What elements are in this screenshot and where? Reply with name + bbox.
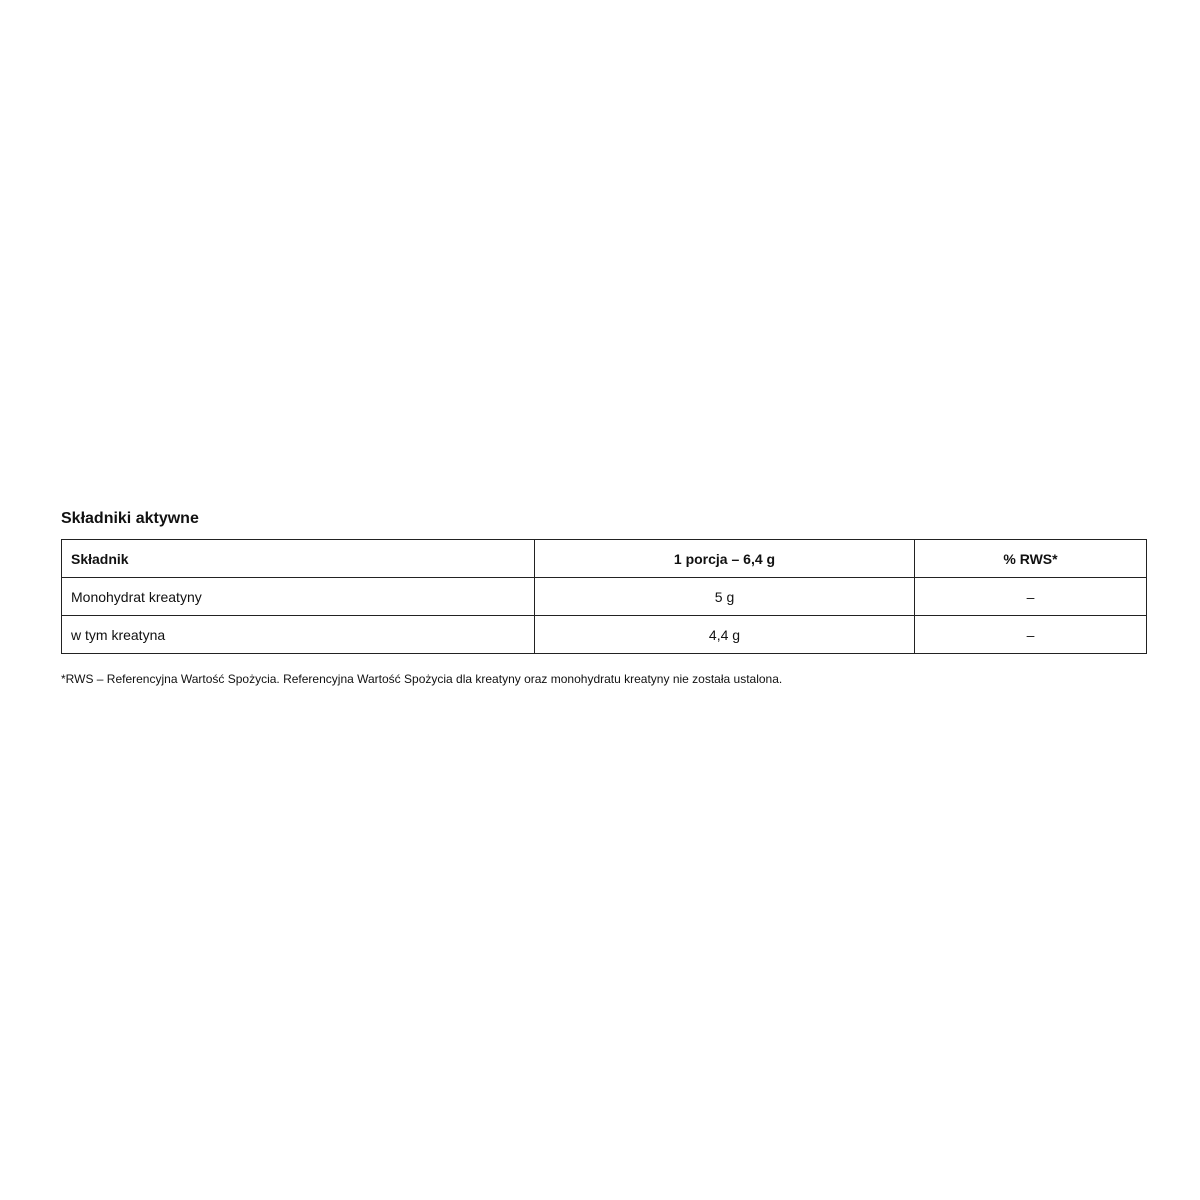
table-row: [62, 578, 1147, 616]
table-header-row: [62, 540, 1147, 578]
table-row: [62, 616, 1147, 654]
section-title: Składniki aktywne: [61, 510, 199, 527]
active-ingredients-section: [61, 508, 1146, 686]
cell-rws: –: [915, 616, 1147, 654]
cell-rws: –: [915, 578, 1147, 616]
header-ingredient: Składnik: [62, 540, 535, 578]
cell-ingredient: w tym kreatyna: [62, 616, 535, 654]
cell-portion: 4,4 g: [535, 616, 915, 654]
cell-ingredient: Monohydrat kreatyny: [62, 578, 535, 616]
ingredients-table: [61, 539, 1147, 654]
cell-portion: 5 g: [535, 578, 915, 616]
footnote: *RWS – Referencyjna Wartość Spożycia. Referencyjna Wartość Spożycia dla kreatyny oraz monohydratu kreatyny nie została ustalona.: [61, 672, 783, 686]
header-rws: % RWS*: [915, 540, 1147, 578]
header-portion: 1 porcja – 6,4 g: [535, 540, 915, 578]
